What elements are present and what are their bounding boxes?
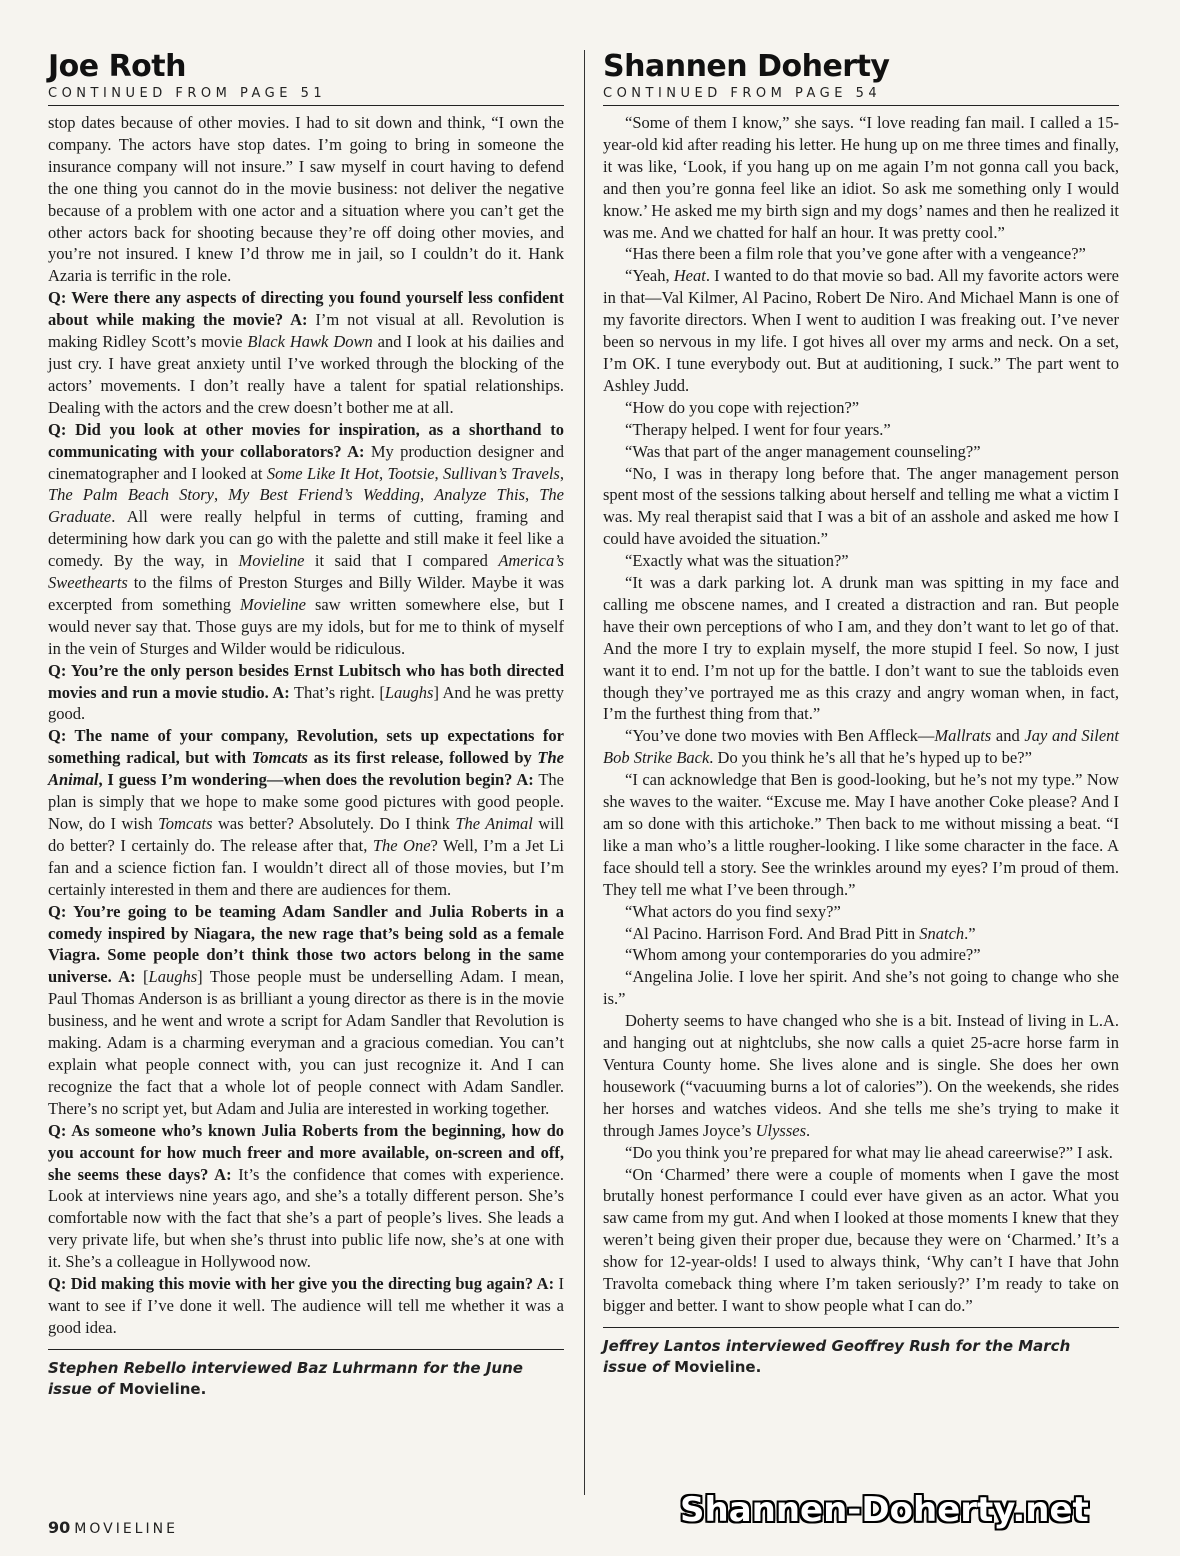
- text-run: Sullivan’s Travels: [443, 463, 560, 483]
- text-run: “Some of them I know,” she says. “I love reading fan mail. I called a 15-year-old kid after reading his letter. He hung up on me three times and finally, it was like, ‘Look, if you hang up on me again I’m not gonna call you back, and then you’re gonna feel like an idiot. So ask me something only I would know.’ He asked me my birth sign and my dogs’ names and then he realized it was me. And we chatted for half an hour. It was pretty cool.”: [603, 113, 1119, 242]
- text-run: Jay and Silent Bob Strike Back: [603, 726, 1120, 768]
- text-run: ,: [525, 485, 540, 505]
- article-paragraph: [603, 1010, 1119, 1141]
- text-run: .: [806, 1120, 811, 1140]
- article-paragraph: [603, 243, 1119, 265]
- text-run: “What actors do you find sexy?”: [625, 901, 841, 921]
- article-paragraph: [48, 901, 564, 1120]
- text-run: “I can acknowledge that Ben is good-looking, but he’s not my type.” Now she waves to the waiter. “Excuse me. May I have another Coke please? And I am so done with this artichoke.” Then back to me without missing a beat. “I like a man who’s a little rougher-looking. I like some character in the face. A face should tell a story. See the wrinkles around my eyes? I’m proud of them. They tell me what I’ve been through.”: [603, 770, 1119, 899]
- text-run: and I look at his dailies and just cry. I have great anxiety until I’ve worked through the blocking of the actors’ movements. I don’t really have a talent for spatial relationships. Dealing with the actors and the crew doesn’t bother me at all.: [48, 332, 564, 417]
- right-article-body: [603, 112, 1119, 1317]
- magazine-name: MOVIELINE: [74, 1521, 178, 1537]
- article-paragraph: [603, 901, 1119, 923]
- left-credit-text: Stephen Rebello interviewed Baz Luhrmann for the June issue of: [48, 1358, 523, 1398]
- text-run: “You’ve done two movies with Ben Affleck—: [625, 726, 935, 746]
- right-continued-label: CONTINUED FROM PAGE 54: [603, 86, 1119, 106]
- text-run: ] Those people must be underselling Adam. I mean, Paul Thomas Anderson is as brilliant a young director as there is in the movie business, and he went and wrote a script for Adam Sandler that Revolution is making. Adam is a charming everyman and a gracious comedian. You can’t explain what people connect with, you can just recognize it. And I can recognize the fact that a whole lot of people connect with Adam Sandler. There’s no script yet, but Adam and Julia are interested in working together.: [48, 967, 564, 1118]
- article-paragraph: [48, 725, 564, 900]
- text-run: . I wanted to do that movie so bad. All my favorite actors were in that—Val Kilmer, Al Pacino, Robert De Niro. And Michael Mann is one of my favorite directors. When I went to audition I was freaking out. I’ve never been so nervous in my life. I got hives all over my arms and neck. On a set, I’m OK. I tune everybody out. But at auditioning, I suck.” The part went to Ashley Judd.: [603, 266, 1119, 395]
- text-run: The Animal: [455, 814, 533, 833]
- text-run: “Therapy helped. I went for four years.”: [625, 419, 891, 439]
- text-run: Laughs: [148, 967, 198, 987]
- text-run: Snatch: [919, 923, 965, 943]
- text-run: ,: [434, 463, 444, 483]
- left-headline: Joe Roth: [48, 49, 186, 84]
- page-number: 90: [48, 1518, 71, 1537]
- right-credit-magazine: Movieline.: [674, 1357, 762, 1376]
- text-run: Some Like It Hot: [266, 463, 379, 483]
- text-run: and: [991, 726, 1025, 746]
- text-run: ,: [559, 463, 564, 483]
- article-paragraph: [603, 397, 1119, 419]
- text-run: it said that I compared: [304, 551, 499, 571]
- text-run: “It was a dark parking lot. A drunk man was spitting in my face and calling me obscene names, and I created a distraction and ran. But people have their own perceptions of who I am, and they don’t want to let go of that. And the more I try to explain myself, the more stupid I feel. So now, I just want it to end. I’m not up for the battle. I don’t want to sue the tabloids even though they’ve portrayed me as this crazy and angry woman when, in fact, I’m the furthest thing from that.”: [603, 573, 1119, 724]
- text-run: Q: Did you look at other movies for inspiration, as a shorthand to communicating with your collaborators? A:: [48, 419, 564, 461]
- text-run: The Animal: [48, 748, 565, 790]
- text-run: “Was that part of the anger management counseling?”: [625, 441, 981, 461]
- text-run: . All were really helpful in terms of cutting, framing and determining how dark you can go with the palette and still make it feel like a comedy. By the way, in: [48, 507, 564, 571]
- text-run: ,: [419, 485, 435, 505]
- article-paragraph: [603, 463, 1119, 551]
- text-run: Heat: [673, 266, 706, 286]
- text-run: “Al Pacino. Harrison Ford. And Brad Pitt in: [625, 923, 920, 943]
- text-run: Laughs: [384, 682, 434, 702]
- article-paragraph: [603, 572, 1119, 725]
- text-run: It’s the confidence that comes with experience. Look at interviews nine years ago, and she’s a totally different person. She’s comfortable now with the fact that she’s a part of people’s lives. She leads a very private life, but when she’s thrust into public life now, she’s at one with it. She’s a colleague in Hollywood now.: [48, 1164, 564, 1272]
- text-run: ,: [378, 463, 388, 483]
- text-run: Tomcats: [158, 814, 213, 833]
- text-run: Q: Did making this movie with her give you the directing bug again? A:: [48, 1274, 555, 1294]
- text-run: Movieline: [240, 594, 306, 614]
- article-paragraph: [603, 265, 1119, 396]
- text-run: Q: As someone who’s known Julia Roberts from the beginning, how do you account for how much freer and more available, on-screen and off, she seems these days? A:: [48, 1120, 564, 1184]
- text-run: ,: [214, 485, 229, 505]
- article-paragraph: [48, 660, 564, 726]
- text-run: ? Well, I’m a Jet Li fan and a science fiction fan. I wouldn’t direct all of those movies, but I’m certainly interested in them and there are audiences for them.: [48, 835, 564, 899]
- text-run: Tomcats: [251, 748, 308, 768]
- text-run: “How do you cope with rejection?”: [625, 397, 860, 417]
- right-credit-text: Jeffrey Lantos interviewed Geoffrey Rush for the March issue of: [603, 1336, 1071, 1376]
- text-run: Ulysses: [755, 1120, 807, 1140]
- text-run: as its first release, followed by: [307, 748, 538, 768]
- text-run: Q: You’re going to be teaming Adam Sandler and Julia Roberts in a comedy inspired by Niagara, the new rage that’s being sold as a female Viagra. Some people don’t think those two actors belong in the same universe. A:: [48, 901, 564, 987]
- site-watermark: Shannen-Doherty.net: [680, 1490, 1089, 1530]
- text-run: was better? Absolutely. Do I think: [212, 814, 456, 833]
- article-paragraph: [603, 419, 1119, 441]
- text-run: ] And he was pretty good.: [48, 682, 565, 724]
- text-run: . Do you think he’s all that he’s hyped up to be?”: [709, 748, 1032, 768]
- right-column: [603, 48, 1119, 1378]
- article-paragraph: [603, 1142, 1119, 1164]
- article-paragraph: [48, 1273, 564, 1339]
- article-paragraph: [48, 112, 564, 287]
- article-paragraph: [603, 725, 1119, 769]
- text-run: Analyze This: [434, 485, 525, 505]
- text-run: will do better? I certainly do. The release after that,: [48, 814, 564, 855]
- text-run: The One: [372, 835, 431, 855]
- text-run: Q: The name of your company, Revolution, sets up expectations for something radical, but with: [48, 726, 564, 768]
- left-author-credit: [48, 1349, 564, 1400]
- text-run: “No, I was in therapy long before that. The anger management person spent most of the sessions talking about herself and telling me what a victim I was. My real therapist said that I was a bit of an asshole and asked me how I could have avoided the situation.”: [603, 463, 1119, 549]
- article-paragraph: [603, 944, 1119, 966]
- right-author-credit: [603, 1327, 1119, 1378]
- article-paragraph: [603, 550, 1119, 572]
- article-paragraph: [603, 923, 1119, 945]
- text-run: stop dates because of other movies. I had to sit down and think, “I own the company. The actors have stop dates. I’m going to bring in someone the insurance company will not insure.” I saw myself in court having to defend the one thing you cannot do in the movie business: not deliver the negative because of a problem with one actor and a situation where you can’t get the other actors back for shooting because they’re off doing other movies, and you’re not insured. I knew I’d throw me in jail, so I couldn’t do it. Hank Azaria is terrific in the role.: [48, 113, 564, 286]
- text-run: “Exactly what was the situation?”: [625, 551, 849, 571]
- page-folio: [48, 1518, 178, 1537]
- text-run: “Whom among your contemporaries do you admire?”: [625, 945, 981, 965]
- text-run: My production designer and cinematographer and I looked at: [48, 441, 564, 483]
- text-run: saw written somewhere else, but I would never say that. Those guys are my idols, but for me to think of myself in the vein of Sturges and Wilder would be ridiculous.: [48, 594, 564, 658]
- text-run: Movieline: [238, 551, 305, 571]
- text-run: That’s right. [: [289, 682, 385, 702]
- text-run: Doherty seems to have changed who she is a bit. Instead of living in L.A. and hanging out at nightclubs, she now calls a quiet 25-acre horse farm in Ventura County home. She lives alone and is single. She does her own housework (“vacuuming burns a lot of calories”). On the weekends, she rides her horses and watches videos. And she tells me she’s trying to make it through James Joyce’s: [603, 1011, 1119, 1140]
- text-run: .”: [964, 923, 976, 943]
- left-continued-label: CONTINUED FROM PAGE 51: [48, 86, 564, 106]
- text-run: America’s Sweethearts: [48, 551, 564, 593]
- article-paragraph: [48, 287, 564, 418]
- article-paragraph: [48, 419, 564, 660]
- text-run: Q: Were there any aspects of directing you found yourself less confident about while making the movie? A:: [48, 288, 564, 330]
- left-credit-magazine: Movieline.: [119, 1379, 207, 1398]
- left-article-body: [48, 112, 564, 1339]
- text-run: [: [135, 967, 149, 987]
- text-run: “Do you think you’re prepared for what may lie ahead careerwise?” I ask.: [625, 1142, 1113, 1162]
- article-paragraph: [603, 769, 1119, 900]
- text-run: I want to see if I’ve done it well. The audience will tell me whether it was a good idea.: [48, 1274, 564, 1337]
- right-headline: Shannen Doherty: [603, 49, 890, 84]
- article-paragraph: [48, 1120, 564, 1273]
- text-run: The Graduate: [48, 485, 564, 527]
- text-run: The plan is simply that we hope to make some good pictures with good people. Now, do I wish: [48, 770, 564, 833]
- left-column: [48, 48, 564, 1400]
- article-paragraph: [603, 966, 1119, 1010]
- text-run: Mallrats: [934, 726, 992, 746]
- text-run: I’m not visual at all. Revolution is making Ridley Scott’s movie: [48, 310, 564, 352]
- column-divider: [584, 50, 585, 1495]
- text-run: Q: You’re the only person besides Ernst Lubitsch who has both directed movies and run a movie studio. A:: [48, 660, 564, 702]
- article-paragraph: [603, 112, 1119, 243]
- text-run: “Yeah,: [625, 266, 674, 286]
- text-run: The Palm Beach Story: [48, 485, 215, 505]
- text-run: to the films of Preston Sturges and Billy Wilder. Maybe it was excerpted from something: [48, 573, 564, 614]
- text-run: Tootsie: [387, 463, 435, 483]
- text-run: My Best Friend’s Wedding: [228, 485, 420, 505]
- text-run: “Has there been a film role that you’ve gone after with a vengeance?”: [625, 244, 1086, 264]
- text-run: , I guess I’m wondering—when does the revolution begin? A:: [98, 770, 534, 790]
- article-paragraph: [603, 441, 1119, 463]
- text-run: “On ‘Charmed’ there were a couple of moments when I gave the most brutally honest performance I could ever have given as an actor. What you saw came from my gut. And when I looked at those moments I knew that they weren’t being given their proper due, because they were on ‘Charmed.’ It’s a show for 12-year-olds! I used to always think, ‘Why can’t I have that John Travolta comeback thing where I’m taken seriously?’ I’m ready to take on bigger and better. I want to show people what I can do.”: [603, 1164, 1119, 1315]
- text-run: Black Hawk Down: [247, 332, 373, 352]
- text-run: “Angelina Jolie. I love her spirit. And she’s not going to change who she is.”: [603, 967, 1119, 1009]
- article-paragraph: [603, 1164, 1119, 1317]
